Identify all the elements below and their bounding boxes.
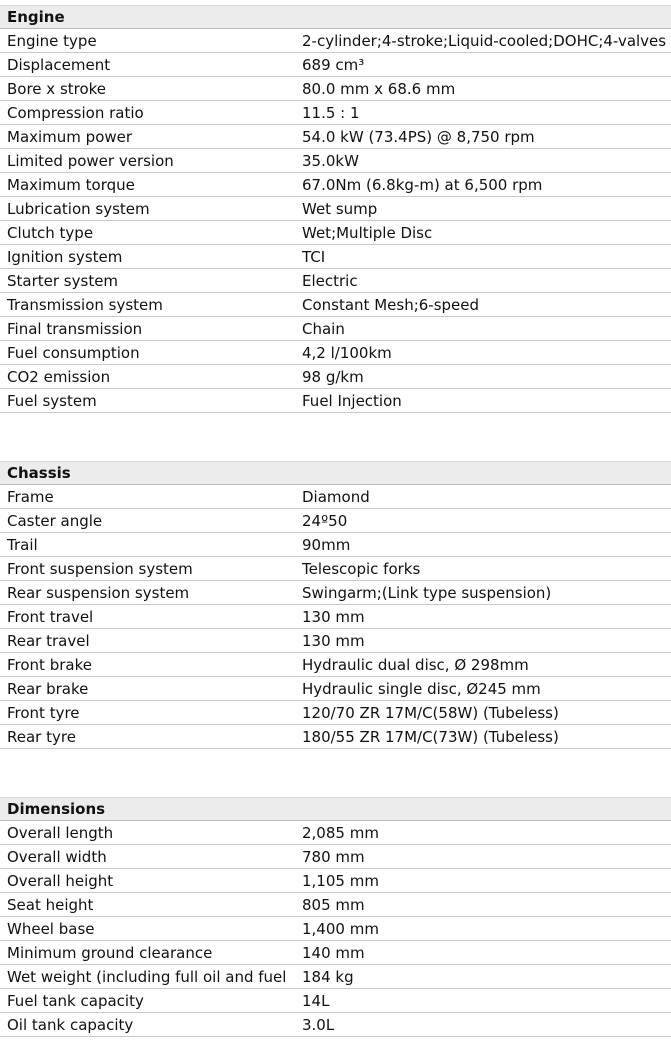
- spec-label: Engine type: [7, 31, 97, 50]
- spec-row: [0, 677, 671, 701]
- spec-row: [0, 533, 671, 557]
- spec-label: Overall height: [7, 871, 114, 890]
- spec-row: [0, 941, 671, 965]
- spec-row: [0, 197, 671, 221]
- spec-label: Front tyre: [7, 703, 80, 722]
- spec-label: Final transmission: [7, 319, 143, 338]
- spec-value: 130 mm: [302, 607, 365, 626]
- spec-row: [0, 605, 671, 629]
- spec-label: Frame: [7, 487, 54, 506]
- spec-row: [0, 125, 671, 149]
- spec-value: 98 g/km: [302, 367, 364, 386]
- spec-value: 689 cm³: [302, 55, 365, 74]
- spec-row: [0, 53, 671, 77]
- spec-value: 54.0 kW (73.4PS) @ 8,750 rpm: [302, 127, 535, 146]
- spec-value: Constant Mesh;6-speed: [302, 295, 480, 314]
- spec-label: Caster angle: [7, 511, 103, 530]
- spec-value: 90mm: [302, 535, 351, 554]
- spec-label: Trail: [7, 535, 38, 554]
- spec-label: Oil tank capacity: [7, 1015, 134, 1034]
- spec-value: Chain: [302, 319, 345, 338]
- spec-value: 780 mm: [302, 847, 365, 866]
- spec-label: Rear tyre: [7, 727, 76, 746]
- spec-label: Front travel: [7, 607, 94, 626]
- spec-row: [0, 245, 671, 269]
- spec-value: 130 mm: [302, 631, 365, 650]
- spec-row: [0, 269, 671, 293]
- spec-row: [0, 509, 671, 533]
- spec-label: Fuel tank capacity: [7, 991, 144, 1010]
- section-header: [0, 461, 671, 485]
- spec-value: Telescopic forks: [302, 559, 421, 578]
- spec-row: [0, 701, 671, 725]
- spec-label: Limited power version: [7, 151, 174, 170]
- spec-value: 184 kg: [302, 967, 354, 986]
- spec-label: CO2 emission: [7, 367, 111, 386]
- spec-value: Hydraulic single disc, Ø245 mm: [302, 679, 541, 698]
- section-dimensions: [0, 797, 671, 1037]
- spec-label: Rear suspension system: [7, 583, 190, 602]
- spec-label: Front brake: [7, 655, 92, 674]
- spec-label: Bore x stroke: [7, 79, 107, 98]
- spec-value: 24º50: [302, 511, 348, 530]
- spec-value: 80.0 mm x 68.6 mm: [302, 79, 456, 98]
- spec-row: [0, 365, 671, 389]
- spec-row: [0, 77, 671, 101]
- spec-label: Overall width: [7, 847, 107, 866]
- spec-label: Overall length: [7, 823, 114, 842]
- spec-label: Transmission system: [7, 295, 163, 314]
- spec-label: Lubrication system: [7, 199, 150, 218]
- section-title: Chassis: [7, 464, 71, 482]
- spec-value: 3.0L: [302, 1015, 335, 1034]
- spec-row: [0, 989, 671, 1013]
- spec-label: Rear brake: [7, 679, 89, 698]
- spec-value: 67.0Nm (6.8kg-m) at 6,500 rpm: [302, 175, 543, 194]
- spec-value: Diamond: [302, 487, 370, 506]
- spec-value: 1,105 mm: [302, 871, 379, 890]
- spec-row: [0, 317, 671, 341]
- spec-row: [0, 485, 671, 509]
- spec-value: Wet;Multiple Disc: [302, 223, 433, 242]
- spec-value: Wet sump: [302, 199, 378, 218]
- spec-value: TCI: [302, 247, 326, 266]
- spec-value: Hydraulic dual disc, Ø 298mm: [302, 655, 529, 674]
- spec-label: Compression ratio: [7, 103, 144, 122]
- spec-value: 140 mm: [302, 943, 365, 962]
- spec-value: 35.0kW: [302, 151, 359, 170]
- spec-value: 2-cylinder;4-stroke;Liquid-cooled;DOHC;4-valves: [302, 31, 667, 50]
- section-title: Dimensions: [7, 800, 106, 818]
- spec-label: Fuel consumption: [7, 343, 140, 362]
- spec-label: Displacement: [7, 55, 111, 74]
- spec-value: 805 mm: [302, 895, 365, 914]
- spec-label: Rear travel: [7, 631, 90, 650]
- spec-row: [0, 293, 671, 317]
- spec-row: [0, 101, 671, 125]
- spec-row: [0, 149, 671, 173]
- spec-label: Front suspension system: [7, 559, 193, 578]
- spec-value: 1,400 mm: [302, 919, 379, 938]
- spec-row: [0, 869, 671, 893]
- spec-sheet: [0, 5, 671, 1037]
- spec-row: [0, 917, 671, 941]
- spec-value: 14L: [302, 991, 330, 1010]
- spec-value: 11.5 : 1: [302, 103, 360, 122]
- spec-row: [0, 845, 671, 869]
- spec-row: [0, 221, 671, 245]
- spec-row: [0, 821, 671, 845]
- spec-label: Clutch type: [7, 223, 94, 242]
- spec-label: Fuel system: [7, 391, 97, 410]
- spec-row: [0, 581, 671, 605]
- spec-row: [0, 557, 671, 581]
- spec-label: Maximum power: [7, 127, 133, 146]
- spec-row: [0, 653, 671, 677]
- section-title: Engine: [7, 8, 65, 26]
- spec-row: [0, 341, 671, 365]
- section-spacer: [0, 749, 671, 797]
- section-spacer: [0, 413, 671, 461]
- spec-label: Ignition system: [7, 247, 123, 266]
- spec-value: 120/70 ZR 17M/C(58W) (Tubeless): [302, 703, 559, 722]
- section-chassis: [0, 461, 671, 749]
- spec-value: 2,085 mm: [302, 823, 379, 842]
- spec-label: Maximum torque: [7, 175, 135, 194]
- spec-row: [0, 725, 671, 749]
- spec-row: [0, 29, 671, 53]
- section-header: [0, 797, 671, 821]
- spec-value: 4,2 l/100km: [302, 343, 392, 362]
- section-engine: [0, 5, 671, 413]
- spec-value: Electric: [302, 271, 358, 290]
- spec-label: Seat height: [7, 895, 94, 914]
- spec-row: [0, 965, 671, 989]
- spec-label: Starter system: [7, 271, 119, 290]
- spec-row: [0, 173, 671, 197]
- spec-value: Fuel Injection: [302, 391, 402, 410]
- spec-value: Swingarm;(Link type suspension): [302, 583, 552, 602]
- spec-row: [0, 389, 671, 413]
- spec-label: Minimum ground clearance: [7, 943, 213, 962]
- spec-label: Wheel base: [7, 919, 95, 938]
- spec-label: Wet weight (including full oil and fuel: [7, 967, 287, 986]
- spec-row: [0, 629, 671, 653]
- spec-row: [0, 893, 671, 917]
- section-header: [0, 5, 671, 29]
- spec-value: 180/55 ZR 17M/C(73W) (Tubeless): [302, 727, 559, 746]
- spec-row: [0, 1013, 671, 1037]
